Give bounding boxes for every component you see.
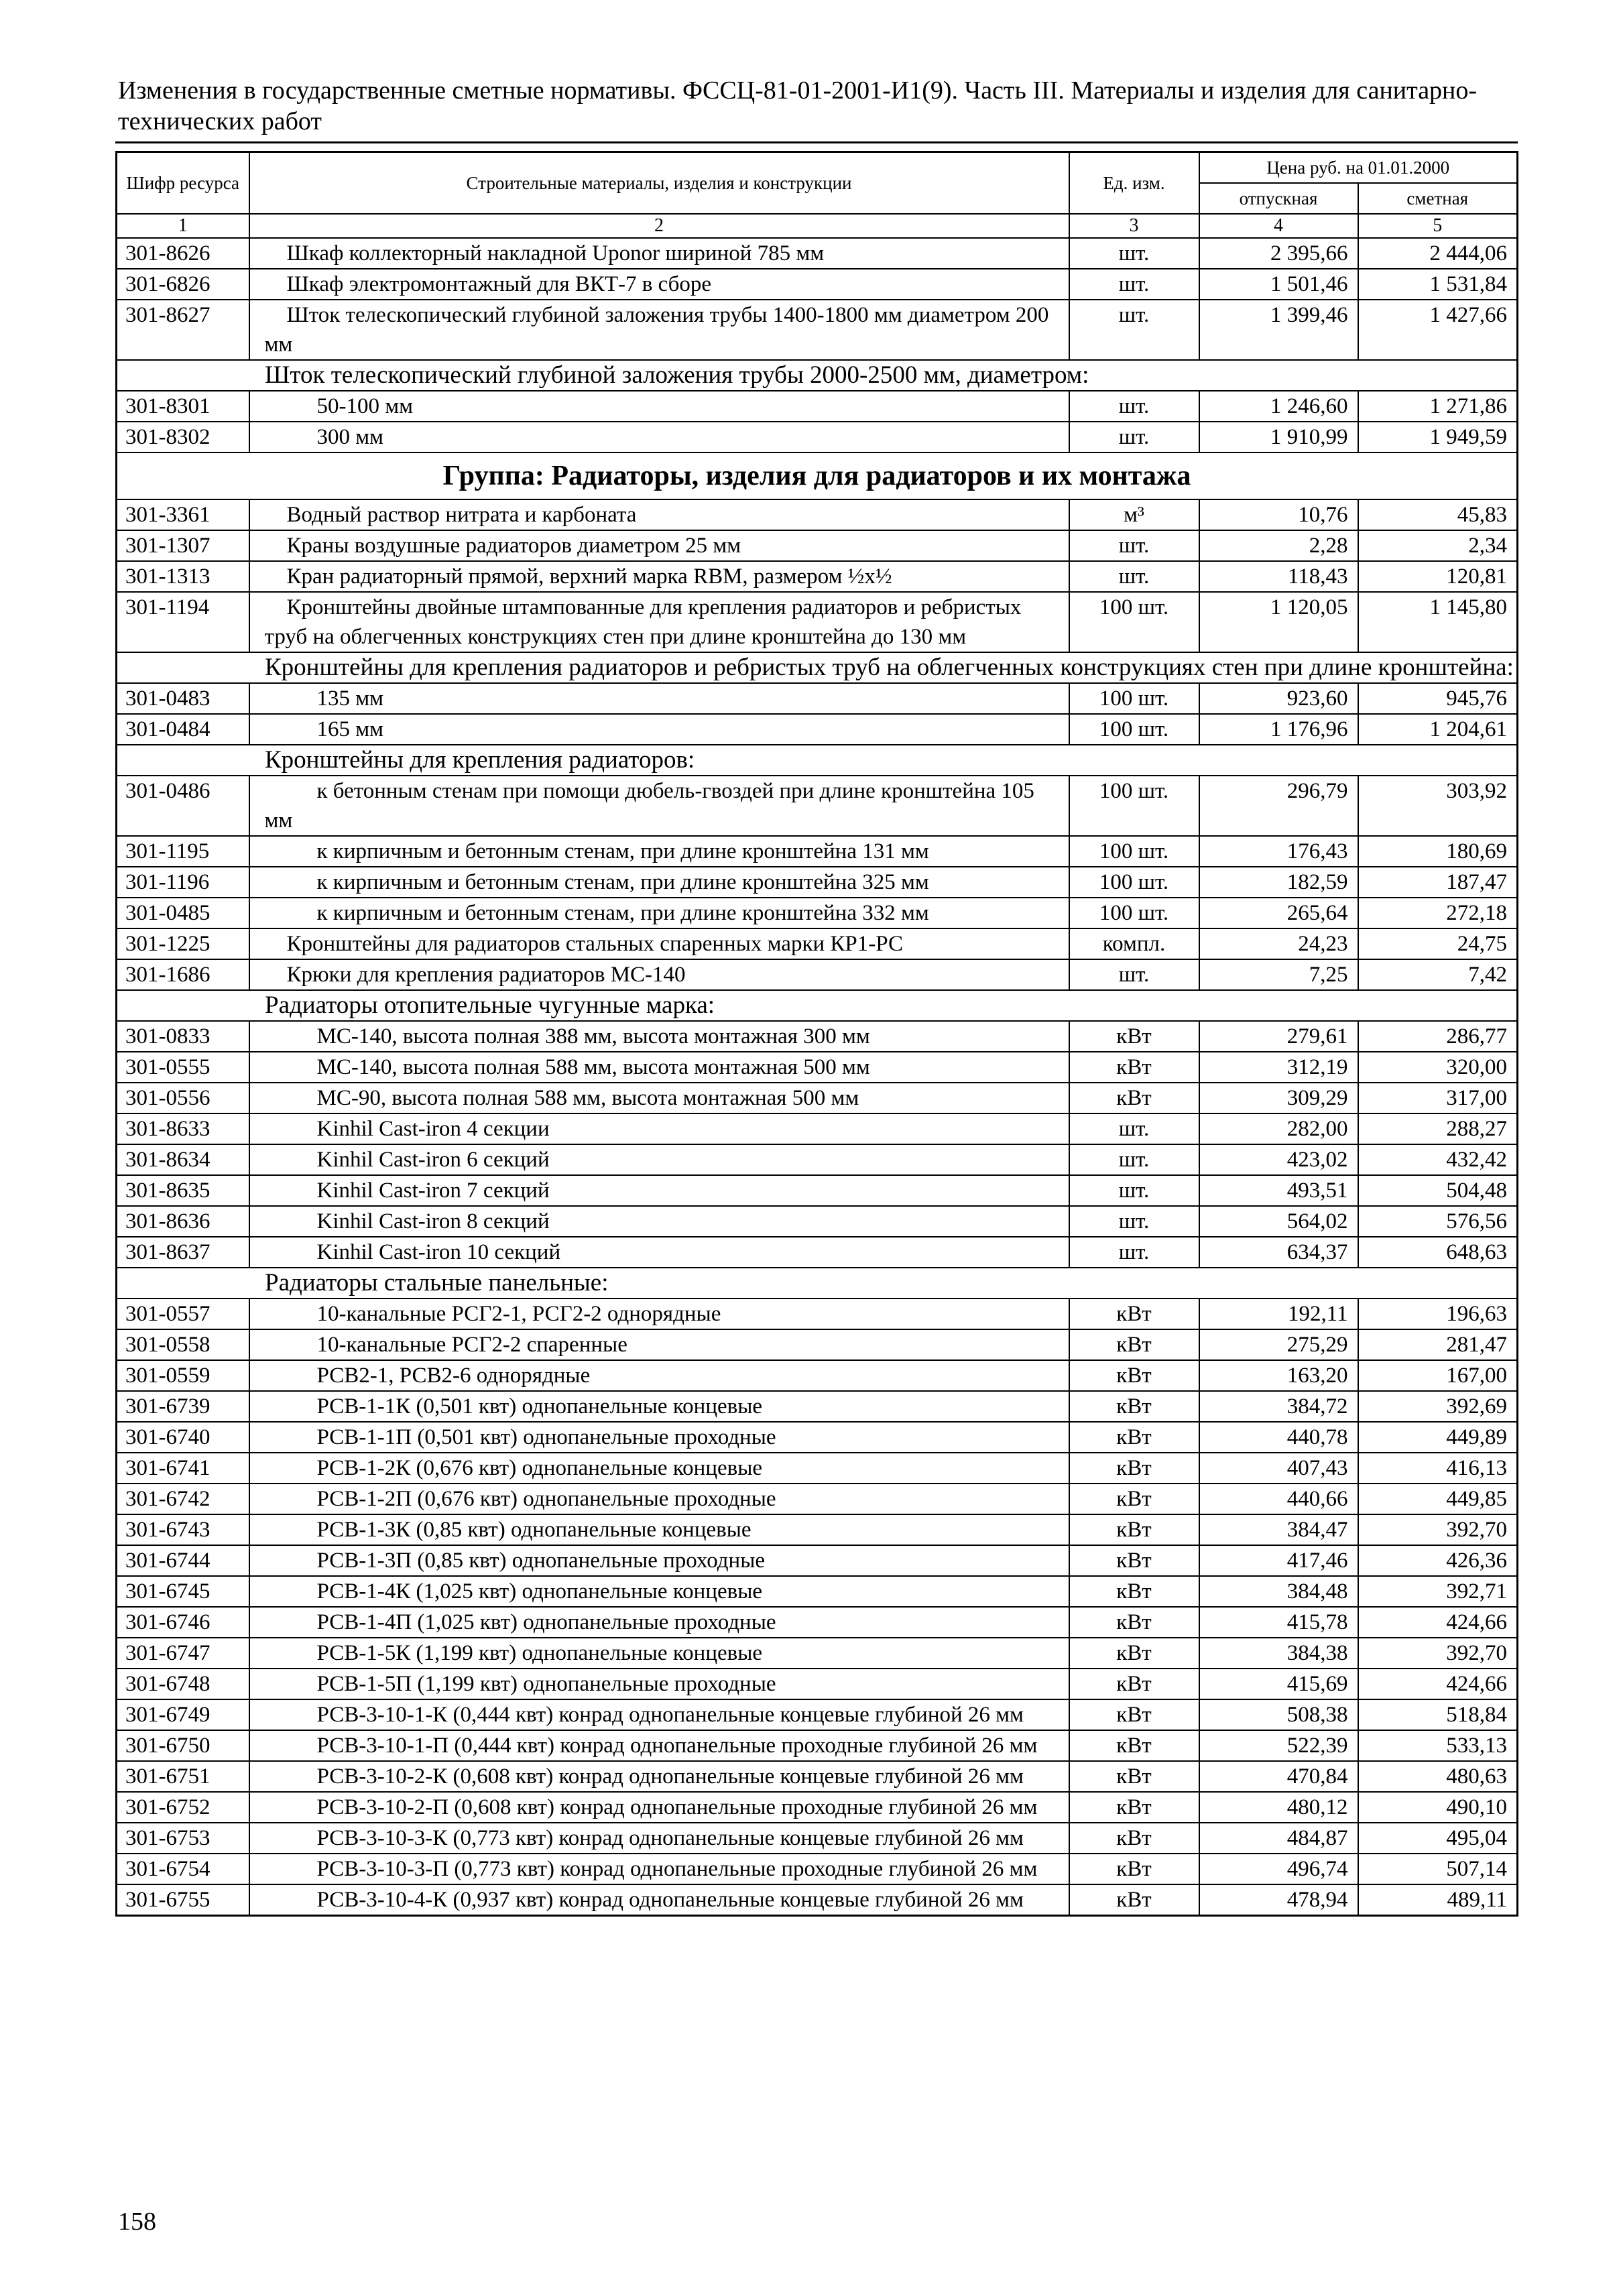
release-price: 275,29 <box>1199 1329 1358 1360</box>
unit: кВт <box>1069 1514 1199 1545</box>
material-description: МС-90, высота полная 588 мм, высота монтажная 500 мм <box>249 1083 1069 1113</box>
material-description: РСВ-1-5К (1,199 квт) однопанельные концевые <box>249 1638 1069 1669</box>
unit: кВт <box>1069 1607 1199 1638</box>
table-row <box>117 1329 1518 1360</box>
resource-code: 301-6826 <box>117 269 249 300</box>
release-price: 296,79 <box>1199 776 1358 836</box>
resource-code: 301-6746 <box>117 1607 249 1638</box>
release-price: 423,02 <box>1199 1144 1358 1175</box>
estimate-price: 392,70 <box>1358 1638 1518 1669</box>
column-number: 3 <box>1069 214 1199 238</box>
table-row <box>117 1854 1518 1884</box>
table-row <box>117 1453 1518 1484</box>
resource-code: 301-8627 <box>117 300 249 360</box>
resource-code: 301-6740 <box>117 1422 249 1453</box>
release-price: 265,64 <box>1199 898 1358 928</box>
table-row <box>117 928 1518 959</box>
unit: шт. <box>1069 422 1199 452</box>
unit: м³ <box>1069 499 1199 530</box>
unit: кВт <box>1069 1823 1199 1854</box>
group-heading-row <box>117 452 1518 499</box>
unit: кВт <box>1069 1576 1199 1607</box>
unit: кВт <box>1069 1083 1199 1113</box>
resource-code: 301-8634 <box>117 1144 249 1175</box>
material-description: Шток телескопический глубиной заложения трубы 1400-1800 мм диаметром 200 мм <box>249 300 1069 360</box>
estimate-price: 281,47 <box>1358 1329 1518 1360</box>
estimate-price: 490,10 <box>1358 1792 1518 1823</box>
material-description: МС-140, высота полная 588 мм, высота монтажная 500 мм <box>249 1052 1069 1083</box>
resource-code: 301-6742 <box>117 1484 249 1514</box>
estimate-price: 392,69 <box>1358 1391 1518 1422</box>
table-row <box>117 1052 1518 1083</box>
estimate-price: 648,63 <box>1358 1237 1518 1268</box>
resource-code: 301-3361 <box>117 499 249 530</box>
release-price: 24,23 <box>1199 928 1358 959</box>
table-row <box>117 561 1518 592</box>
resource-code: 301-8633 <box>117 1113 249 1144</box>
unit: 100 шт. <box>1069 836 1199 867</box>
release-price: 163,20 <box>1199 1360 1358 1391</box>
estimate-price: 449,89 <box>1358 1422 1518 1453</box>
resource-code: 301-0483 <box>117 683 249 714</box>
subheading: Шток телескопический глубиной заложения трубы 2000-2500 мм, диаметром: <box>117 360 1518 391</box>
unit: 100 шт. <box>1069 714 1199 745</box>
table-row <box>117 1514 1518 1545</box>
material-description: РСВ-3-10-2-П (0,608 квт) конрад однопанельные проходные глубиной 26 мм <box>249 1792 1069 1823</box>
subheading: Радиаторы отопительные чугунные марка: <box>117 990 1518 1021</box>
material-description: Кронштейны для радиаторов стальных спаренных марки КР1-РС <box>249 928 1069 959</box>
resource-code: 301-6755 <box>117 1884 249 1916</box>
material-description: РСВ-3-10-4-К (0,937 квт) конрад однопанельные концевые глубиной 26 мм <box>249 1884 1069 1916</box>
release-price: 176,43 <box>1199 836 1358 867</box>
resource-code: 301-1194 <box>117 592 249 652</box>
resource-code: 301-6748 <box>117 1669 249 1699</box>
release-price: 182,59 <box>1199 867 1358 898</box>
unit: кВт <box>1069 1391 1199 1422</box>
unit: кВт <box>1069 1854 1199 1884</box>
material-description: Краны воздушные радиаторов диаметром 25 мм <box>249 530 1069 561</box>
unit: 100 шт. <box>1069 898 1199 928</box>
material-description: РСВ-1-2К (0,676 квт) однопанельные концевые <box>249 1453 1069 1484</box>
resource-code: 301-0833 <box>117 1021 249 1052</box>
estimate-price: 1 271,86 <box>1358 391 1518 422</box>
table-row <box>117 530 1518 561</box>
resource-code: 301-8637 <box>117 1237 249 1268</box>
resource-code: 301-1686 <box>117 959 249 990</box>
table-row <box>117 959 1518 990</box>
material-description: РСВ-1-1П (0,501 квт) однопанельные проходные <box>249 1422 1069 1453</box>
unit: шт. <box>1069 269 1199 300</box>
unit: кВт <box>1069 1052 1199 1083</box>
table-row <box>117 1823 1518 1854</box>
estimate-price: 432,42 <box>1358 1144 1518 1175</box>
estimate-price: 480,63 <box>1358 1761 1518 1792</box>
material-description: РСВ2-1, РСВ2-6 однорядные <box>249 1360 1069 1391</box>
release-price: 923,60 <box>1199 683 1358 714</box>
table-row <box>117 867 1518 898</box>
material-description: Кран радиаторный прямой, верхний марка RBM, размером ½х½ <box>249 561 1069 592</box>
estimate-price: 1 531,84 <box>1358 269 1518 300</box>
release-price: 1 910,99 <box>1199 422 1358 452</box>
material-description: РСВ-3-10-3-К (0,773 квт) конрад однопанельные концевые глубиной 26 мм <box>249 1823 1069 1854</box>
resource-code: 301-6753 <box>117 1823 249 1854</box>
resource-code: 301-6752 <box>117 1792 249 1823</box>
header-price: Цена руб. на 01.01.2000 <box>1199 152 1518 184</box>
release-price: 470,84 <box>1199 1761 1358 1792</box>
material-description: Водный раствор нитрата и карбоната <box>249 499 1069 530</box>
material-description: РСВ-1-3П (0,85 квт) однопанельные проходные <box>249 1545 1069 1576</box>
release-price: 1 176,96 <box>1199 714 1358 745</box>
material-description: РСВ-3-10-3-П (0,773 квт) конрад однопанельные проходные глубиной 26 мм <box>249 1854 1069 1884</box>
resource-code: 301-8626 <box>117 238 249 269</box>
table-row <box>117 1113 1518 1144</box>
resource-code: 301-6743 <box>117 1514 249 1545</box>
estimate-price: 196,63 <box>1358 1298 1518 1329</box>
estimate-price: 45,83 <box>1358 499 1518 530</box>
estimate-price: 320,00 <box>1358 1052 1518 1083</box>
release-price: 634,37 <box>1199 1237 1358 1268</box>
estimate-price: 167,00 <box>1358 1360 1518 1391</box>
column-number: 2 <box>249 214 1069 238</box>
estimate-price: 1 427,66 <box>1358 300 1518 360</box>
unit: кВт <box>1069 1792 1199 1823</box>
material-description: 50-100 мм <box>249 391 1069 422</box>
resource-code: 301-8636 <box>117 1206 249 1237</box>
estimate-price: 2,34 <box>1358 530 1518 561</box>
resource-code: 301-1195 <box>117 836 249 867</box>
column-number: 1 <box>117 214 249 238</box>
estimate-price: 286,77 <box>1358 1021 1518 1052</box>
release-price: 1 399,46 <box>1199 300 1358 360</box>
estimate-price: 489,11 <box>1358 1884 1518 1916</box>
material-description: к кирпичным и бетонным стенам, при длине кронштейна 325 мм <box>249 867 1069 898</box>
header-code: Шифр ресурса <box>117 152 249 215</box>
title-divider <box>115 141 1518 143</box>
release-price: 564,02 <box>1199 1206 1358 1237</box>
unit: 100 шт. <box>1069 683 1199 714</box>
table-row <box>117 238 1518 269</box>
estimate-price: 518,84 <box>1358 1699 1518 1730</box>
resource-code: 301-6749 <box>117 1699 249 1730</box>
table-row <box>117 1144 1518 1175</box>
estimate-price: 392,71 <box>1358 1576 1518 1607</box>
release-price: 2 395,66 <box>1199 238 1358 269</box>
estimate-price: 180,69 <box>1358 836 1518 867</box>
estimate-price: 576,56 <box>1358 1206 1518 1237</box>
release-price: 384,48 <box>1199 1576 1358 1607</box>
release-price: 312,19 <box>1199 1052 1358 1083</box>
estimate-price: 945,76 <box>1358 683 1518 714</box>
subheading: Кронштейны для крепления радиаторов: <box>117 745 1518 776</box>
estimate-price: 533,13 <box>1358 1730 1518 1761</box>
release-price: 118,43 <box>1199 561 1358 592</box>
material-description: 165 мм <box>249 714 1069 745</box>
material-description: к кирпичным и бетонным стенам, при длине кронштейна 131 мм <box>249 836 1069 867</box>
table-row <box>117 898 1518 928</box>
unit: шт. <box>1069 1237 1199 1268</box>
header-price-release: отпускная <box>1199 183 1358 214</box>
unit: кВт <box>1069 1422 1199 1453</box>
resource-code: 301-8635 <box>117 1175 249 1206</box>
release-price: 2,28 <box>1199 530 1358 561</box>
material-description: Шкаф коллекторный накладной Uponor шириной 785 мм <box>249 238 1069 269</box>
unit: шт. <box>1069 1175 1199 1206</box>
release-price: 522,39 <box>1199 1730 1358 1761</box>
material-description: 135 мм <box>249 683 1069 714</box>
material-description: 10-канальные РСГ2-1, РСГ2-2 однорядные <box>249 1298 1069 1329</box>
resource-code: 301-1196 <box>117 867 249 898</box>
unit: шт. <box>1069 1113 1199 1144</box>
material-description: Шкаф электромонтажный для ВКТ-7 в сборе <box>249 269 1069 300</box>
unit: шт. <box>1069 1144 1199 1175</box>
subheading-row <box>117 652 1518 683</box>
material-description: к бетонным стенам при помощи дюбель-гвоздей при длине кронштейна 105 мм <box>249 776 1069 836</box>
unit: шт. <box>1069 1206 1199 1237</box>
release-price: 415,69 <box>1199 1669 1358 1699</box>
release-price: 384,47 <box>1199 1514 1358 1545</box>
release-price: 440,66 <box>1199 1484 1358 1514</box>
table-row <box>117 1669 1518 1699</box>
table-row <box>117 1175 1518 1206</box>
price-table <box>115 151 1518 1917</box>
material-description: РСВ-3-10-1-П (0,444 квт) конрад однопанельные проходные глубиной 26 мм <box>249 1730 1069 1761</box>
table-row <box>117 1237 1518 1268</box>
release-price: 508,38 <box>1199 1699 1358 1730</box>
release-price: 192,11 <box>1199 1298 1358 1329</box>
estimate-price: 303,92 <box>1358 776 1518 836</box>
unit: кВт <box>1069 1453 1199 1484</box>
release-price: 407,43 <box>1199 1453 1358 1484</box>
unit: кВт <box>1069 1298 1199 1329</box>
subheading-row <box>117 745 1518 776</box>
unit: 100 шт. <box>1069 592 1199 652</box>
unit: кВт <box>1069 1884 1199 1916</box>
material-description: РСВ-1-4К (1,025 квт) однопанельные концевые <box>249 1576 1069 1607</box>
material-description: к кирпичным и бетонным стенам, при длине кронштейна 332 мм <box>249 898 1069 928</box>
estimate-price: 449,85 <box>1358 1484 1518 1514</box>
table-row <box>117 836 1518 867</box>
resource-code: 301-0486 <box>117 776 249 836</box>
resource-code: 301-8302 <box>117 422 249 452</box>
material-description: РСВ-3-10-2-К (0,608 квт) конрад однопанельные концевые глубиной 26 мм <box>249 1761 1069 1792</box>
table-row <box>117 499 1518 530</box>
release-price: 496,74 <box>1199 1854 1358 1884</box>
material-description: 10-канальные РСГ2-2 спаренные <box>249 1329 1069 1360</box>
unit: компл. <box>1069 928 1199 959</box>
resource-code: 301-0557 <box>117 1298 249 1329</box>
column-number: 4 <box>1199 214 1358 238</box>
header-unit: Ед. изм. <box>1069 152 1199 215</box>
table-row <box>117 391 1518 422</box>
table-row <box>117 1576 1518 1607</box>
estimate-price: 7,42 <box>1358 959 1518 990</box>
table-row <box>117 1484 1518 1514</box>
release-price: 384,72 <box>1199 1391 1358 1422</box>
table-row <box>117 1607 1518 1638</box>
release-price: 478,94 <box>1199 1884 1358 1916</box>
release-price: 384,38 <box>1199 1638 1358 1669</box>
subheading-row <box>117 990 1518 1021</box>
unit: шт. <box>1069 530 1199 561</box>
material-description: Kinhil Cast-iron 6 секций <box>249 1144 1069 1175</box>
resource-code: 301-1225 <box>117 928 249 959</box>
release-price: 7,25 <box>1199 959 1358 990</box>
material-description: РСВ-3-10-1-К (0,444 квт) конрад однопанельные концевые глубиной 26 мм <box>249 1699 1069 1730</box>
resource-code: 301-6744 <box>117 1545 249 1576</box>
table-row <box>117 269 1518 300</box>
release-price: 309,29 <box>1199 1083 1358 1113</box>
table-row <box>117 592 1518 652</box>
resource-code: 301-6750 <box>117 1730 249 1761</box>
subheading: Радиаторы стальные панельные: <box>117 1268 1518 1298</box>
material-description: Kinhil Cast-iron 4 секции <box>249 1113 1069 1144</box>
subheading-row <box>117 360 1518 391</box>
unit: кВт <box>1069 1669 1199 1699</box>
table-row <box>117 1391 1518 1422</box>
material-description: Крюки для крепления радиаторов МС-140 <box>249 959 1069 990</box>
resource-code: 301-6741 <box>117 1453 249 1484</box>
estimate-price: 317,00 <box>1358 1083 1518 1113</box>
material-description: МС-140, высота полная 388 мм, высота монтажная 300 мм <box>249 1021 1069 1052</box>
column-number: 5 <box>1358 214 1518 238</box>
table-row <box>117 300 1518 360</box>
unit: шт. <box>1069 238 1199 269</box>
unit: 100 шт. <box>1069 776 1199 836</box>
estimate-price: 1 204,61 <box>1358 714 1518 745</box>
table-row <box>117 1206 1518 1237</box>
estimate-price: 272,18 <box>1358 898 1518 928</box>
resource-code: 301-0558 <box>117 1329 249 1360</box>
material-description: Kinhil Cast-iron 8 секций <box>249 1206 1069 1237</box>
table-row <box>117 1699 1518 1730</box>
material-description: РСВ-1-2П (0,676 квт) однопанельные проходные <box>249 1484 1069 1514</box>
group-heading: Группа: Радиаторы, изделия для радиаторов и их монтажа <box>117 452 1518 499</box>
unit: кВт <box>1069 1360 1199 1391</box>
material-description: РСВ-1-1К (0,501 квт) однопанельные концевые <box>249 1391 1069 1422</box>
estimate-price: 504,48 <box>1358 1175 1518 1206</box>
resource-code: 301-0485 <box>117 898 249 928</box>
unit: кВт <box>1069 1545 1199 1576</box>
table-row <box>117 683 1518 714</box>
estimate-price: 24,75 <box>1358 928 1518 959</box>
unit: шт. <box>1069 391 1199 422</box>
header-name: Строительные материалы, изделия и конструкции <box>249 152 1069 215</box>
resource-code: 301-6745 <box>117 1576 249 1607</box>
material-description: РСВ-1-3К (0,85 квт) однопанельные концевые <box>249 1514 1069 1545</box>
unit: шт. <box>1069 300 1199 360</box>
estimate-price: 495,04 <box>1358 1823 1518 1854</box>
table-row <box>117 422 1518 452</box>
unit: кВт <box>1069 1484 1199 1514</box>
resource-code: 301-0555 <box>117 1052 249 1083</box>
table-row <box>117 1884 1518 1916</box>
estimate-price: 187,47 <box>1358 867 1518 898</box>
table-row <box>117 1545 1518 1576</box>
table-row <box>117 1422 1518 1453</box>
table-row <box>117 1360 1518 1391</box>
unit: кВт <box>1069 1638 1199 1669</box>
unit: кВт <box>1069 1761 1199 1792</box>
material-description: Kinhil Cast-iron 7 секций <box>249 1175 1069 1206</box>
release-price: 484,87 <box>1199 1823 1358 1854</box>
estimate-price: 1 145,80 <box>1358 592 1518 652</box>
table-body <box>117 238 1518 1916</box>
resource-code: 301-6751 <box>117 1761 249 1792</box>
header-price-estimate: сметная <box>1358 183 1518 214</box>
material-description: 300 мм <box>249 422 1069 452</box>
estimate-price: 392,70 <box>1358 1514 1518 1545</box>
estimate-price: 1 949,59 <box>1358 422 1518 452</box>
release-price: 415,78 <box>1199 1607 1358 1638</box>
unit: кВт <box>1069 1021 1199 1052</box>
page-number: 158 <box>118 2208 156 2236</box>
release-price: 440,78 <box>1199 1422 1358 1453</box>
resource-code: 301-8301 <box>117 391 249 422</box>
table-row <box>117 714 1518 745</box>
resource-code: 301-6747 <box>117 1638 249 1669</box>
estimate-price: 416,13 <box>1358 1453 1518 1484</box>
table-row <box>117 1083 1518 1113</box>
release-price: 1 246,60 <box>1199 391 1358 422</box>
page-title: Изменения в государственные сметные нормативы. ФССЦ-81-01-2001-И1(9). Часть III. Материалы и изделия для санитарно-технических работ <box>118 76 1478 135</box>
release-price: 480,12 <box>1199 1792 1358 1823</box>
resource-code: 301-1313 <box>117 561 249 592</box>
table-row <box>117 1021 1518 1052</box>
resource-code: 301-1307 <box>117 530 249 561</box>
unit: кВт <box>1069 1329 1199 1360</box>
release-price: 282,00 <box>1199 1113 1358 1144</box>
estimate-price: 2 444,06 <box>1358 238 1518 269</box>
unit: шт. <box>1069 959 1199 990</box>
table-row <box>117 1298 1518 1329</box>
estimate-price: 424,66 <box>1358 1669 1518 1699</box>
estimate-price: 507,14 <box>1358 1854 1518 1884</box>
release-price: 1 120,05 <box>1199 592 1358 652</box>
release-price: 493,51 <box>1199 1175 1358 1206</box>
unit: шт. <box>1069 561 1199 592</box>
estimate-price: 424,66 <box>1358 1607 1518 1638</box>
unit: 100 шт. <box>1069 867 1199 898</box>
release-price: 417,46 <box>1199 1545 1358 1576</box>
table-row <box>117 1792 1518 1823</box>
estimate-price: 288,27 <box>1358 1113 1518 1144</box>
material-description: РСВ-1-4П (1,025 квт) однопанельные проходные <box>249 1607 1069 1638</box>
resource-code: 301-6739 <box>117 1391 249 1422</box>
release-price: 10,76 <box>1199 499 1358 530</box>
release-price: 1 501,46 <box>1199 269 1358 300</box>
estimate-price: 120,81 <box>1358 561 1518 592</box>
table-row <box>117 776 1518 836</box>
resource-code: 301-0484 <box>117 714 249 745</box>
material-description: Kinhil Cast-iron 10 секций <box>249 1237 1069 1268</box>
table-row <box>117 1761 1518 1792</box>
table-row <box>117 1638 1518 1669</box>
resource-code: 301-6754 <box>117 1854 249 1884</box>
resource-code: 301-0556 <box>117 1083 249 1113</box>
table-row <box>117 1730 1518 1761</box>
unit: кВт <box>1069 1699 1199 1730</box>
estimate-price: 426,36 <box>1358 1545 1518 1576</box>
material-description: РСВ-1-5П (1,199 квт) однопанельные проходные <box>249 1669 1069 1699</box>
unit: кВт <box>1069 1730 1199 1761</box>
resource-code: 301-0559 <box>117 1360 249 1391</box>
subheading-row <box>117 1268 1518 1298</box>
release-price: 279,61 <box>1199 1021 1358 1052</box>
subheading: Кронштейны для крепления радиаторов и ребристых труб на облегченных конструкциях стен при длине кронштейна: <box>117 652 1518 683</box>
material-description: Кронштейны двойные штампованные для крепления радиаторов и ребристых труб на облегченных конструкциях стен при длине кронштейна до 130 мм <box>249 592 1069 652</box>
